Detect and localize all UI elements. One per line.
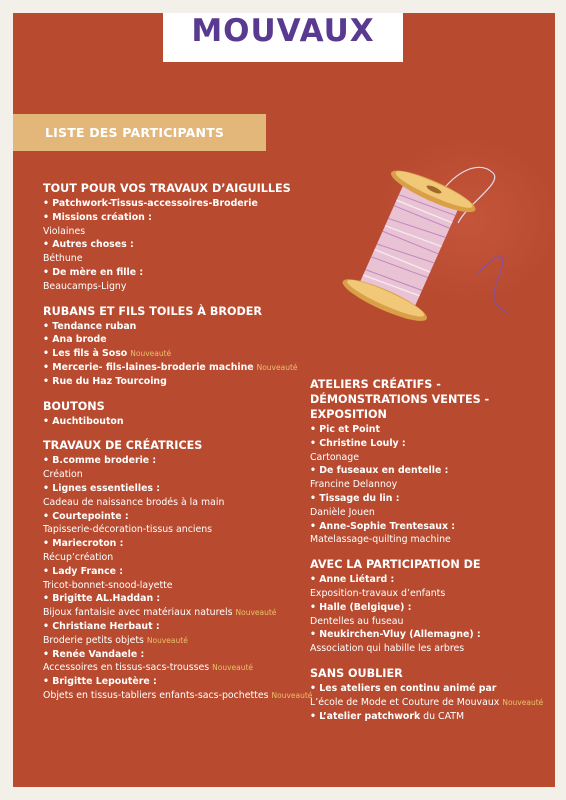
new-badge: Nouveauté [256,362,298,372]
participant-detail [310,478,550,492]
participant-name: • Mercerie- fils-laines-broderie machine [43,362,254,373]
list-item [310,682,550,696]
title-box [163,13,403,62]
detail-text: Accessoires en tissus-sacs-trousses [43,662,210,674]
participant-detail [43,496,313,510]
section [43,399,313,429]
participant-detail [310,533,550,547]
participant-detail [310,451,550,465]
list-item [310,601,550,615]
detail-text: Exposition-travaux d’enfants [310,587,446,599]
new-badge: Nouveauté [502,697,544,707]
list-item [310,423,550,437]
list-item [43,565,313,579]
list-item [43,238,313,252]
page-title: MOUVAUX [191,13,375,49]
detail-text: Récup’création [43,551,114,563]
list-item [43,675,313,689]
participant-detail [43,661,313,675]
detail-text: Cartonage [310,451,359,463]
participant-name: • Tendance ruban [43,321,136,332]
section [310,666,550,723]
participant-detail [43,606,313,620]
detail-text: Dentelles au fuseau [310,615,404,627]
participant-name: • Anne Liétard : [310,574,394,585]
participant-detail [43,468,313,482]
list-item [43,482,313,496]
list-item [43,197,313,211]
list-item [43,648,313,662]
list-item [43,537,313,551]
list-item [310,573,550,587]
new-badge: Nouveauté [212,663,254,673]
detail-text: Objets en tissus-tabliers enfants-sacs-pochettes [43,689,269,701]
participant-name: • Lady France : [43,566,123,577]
detail-text: Création [43,469,83,481]
participant-detail [310,506,550,520]
section [310,557,550,656]
list-item [310,437,550,451]
section-title: AVEC LA PARTICIPATION DE [310,558,481,572]
participant-name: • De fuseaux en dentelle : [310,465,448,476]
detail-text: Tricot-bonnet-snood-layette [43,579,173,591]
list-item [43,510,313,524]
participant-name: • Neukirchen-Vluy (Allemagne) : [310,629,481,640]
participant-name: • Les fils à Soso [43,348,127,359]
left-column [43,181,313,713]
section [43,438,313,702]
participant-name: • Brigitte Lepoutère : [43,676,157,687]
participant-name: • Rue du Haz Tourcoing [43,376,167,387]
participant-detail [43,579,313,593]
participant-name: • Auchtibouton [43,416,124,427]
participant-name: • Patchwork-Tissus-accessoires-Broderie [43,198,258,209]
list-item [310,628,550,642]
list-item [43,620,313,634]
detail-text: Matelassage-quilting machine [310,534,451,546]
participant-detail [43,689,313,703]
participant-name: • Halle (Belgique) : [310,602,411,613]
section-title: TRAVAUX DE CRÉATRICES [43,439,203,453]
list-item [43,320,313,334]
participant-name: • Mariecroton : [43,538,123,549]
detail-text: Cadeau de naissance brodés à la main [43,496,225,508]
right-column [310,377,550,733]
list-item [310,492,550,506]
new-badge: Nouveauté [130,349,172,359]
detail-text: Danièle Jouen [310,506,375,518]
detail-text: Association qui habille les arbres [310,643,465,655]
participant-name: • Les ateliers en continu animé par [310,683,496,694]
detail-text: Violaines [43,225,86,237]
list-item [43,454,313,468]
participant-name: • B.comme broderie : [43,455,156,466]
list-item [310,520,550,534]
new-badge: Nouveauté [235,608,277,618]
participant-suffix: du CATM [420,710,465,722]
list-item [43,415,313,429]
detail-text: Tapisserie-décoration-tissus anciens [43,524,213,536]
banner-label: LISTE DES PARTICIPANTS [45,125,225,140]
section [310,377,550,547]
list-item [43,361,313,375]
participant-name: • Christiane Herbaut : [43,621,160,632]
section [43,304,313,389]
list-item [43,333,313,347]
section-title: BOUTONS [43,399,105,413]
participant-name: • Courtepointe : [43,511,129,522]
participant-detail [310,587,550,601]
participants-banner [13,114,266,151]
detail-text: Béthune [43,253,83,265]
new-badge: Nouveauté [146,635,188,645]
participant-name: • Renée Vandaele : [43,649,144,660]
section [43,181,313,294]
detail-text: L’école de Mode et Couture de Mouvaux [310,696,500,708]
participant-name: • De mère en fille : [43,267,143,278]
section-title: TOUT POUR VOS TRAVAUX D’AIGUILLES [43,182,291,195]
new-badge: Nouveauté [271,690,313,700]
participant-name: • Ana brode [43,334,107,345]
list-item [310,464,550,478]
participant-detail [43,280,313,294]
participant-name: • Autres choses : [43,239,134,250]
participant-detail [43,551,313,565]
list-item [310,710,550,724]
participant-name: • Brigitte AL.Haddan : [43,593,160,604]
participant-detail [43,634,313,648]
participant-detail [310,615,550,629]
section-title: SANS OUBLIER [310,666,403,680]
poster [13,13,555,787]
list-item [43,266,313,280]
participant-name: • Tissage du lin : [310,493,399,504]
participant-detail [310,642,550,656]
detail-text: Bijoux fantaisie avec matériaux naturels [43,607,233,619]
section-title: RUBANS ET FILS TOILES À BRODER [43,304,263,318]
section-title: ATELIERS CRÉATIFS - DÉMONSTRATIONS VENTES -EXPOSITION [310,378,490,421]
participant-detail [43,523,313,537]
detail-text: Beaucamps-Ligny [43,280,127,292]
list-item [43,347,313,361]
participant-detail [43,252,313,266]
list-item [43,211,313,225]
participant-name: • Pic et Point [310,424,380,435]
participant-name: • Christine Louly : [310,438,406,449]
participant-name: • Missions création : [43,212,152,223]
detail-text: Broderie petits objets [43,634,144,646]
detail-text: Francine Delannoy [310,479,398,491]
thread-spool-icon [318,153,518,328]
participant-detail [310,696,550,710]
list-item [43,592,313,606]
participant-detail [43,225,313,239]
list-item [43,375,313,389]
participant-name: • Lignes essentielles : [43,483,160,494]
participant-name: • Anne-Sophie Trentesaux : [310,521,455,532]
participant-name: • L’atelier patchwork [310,711,420,722]
